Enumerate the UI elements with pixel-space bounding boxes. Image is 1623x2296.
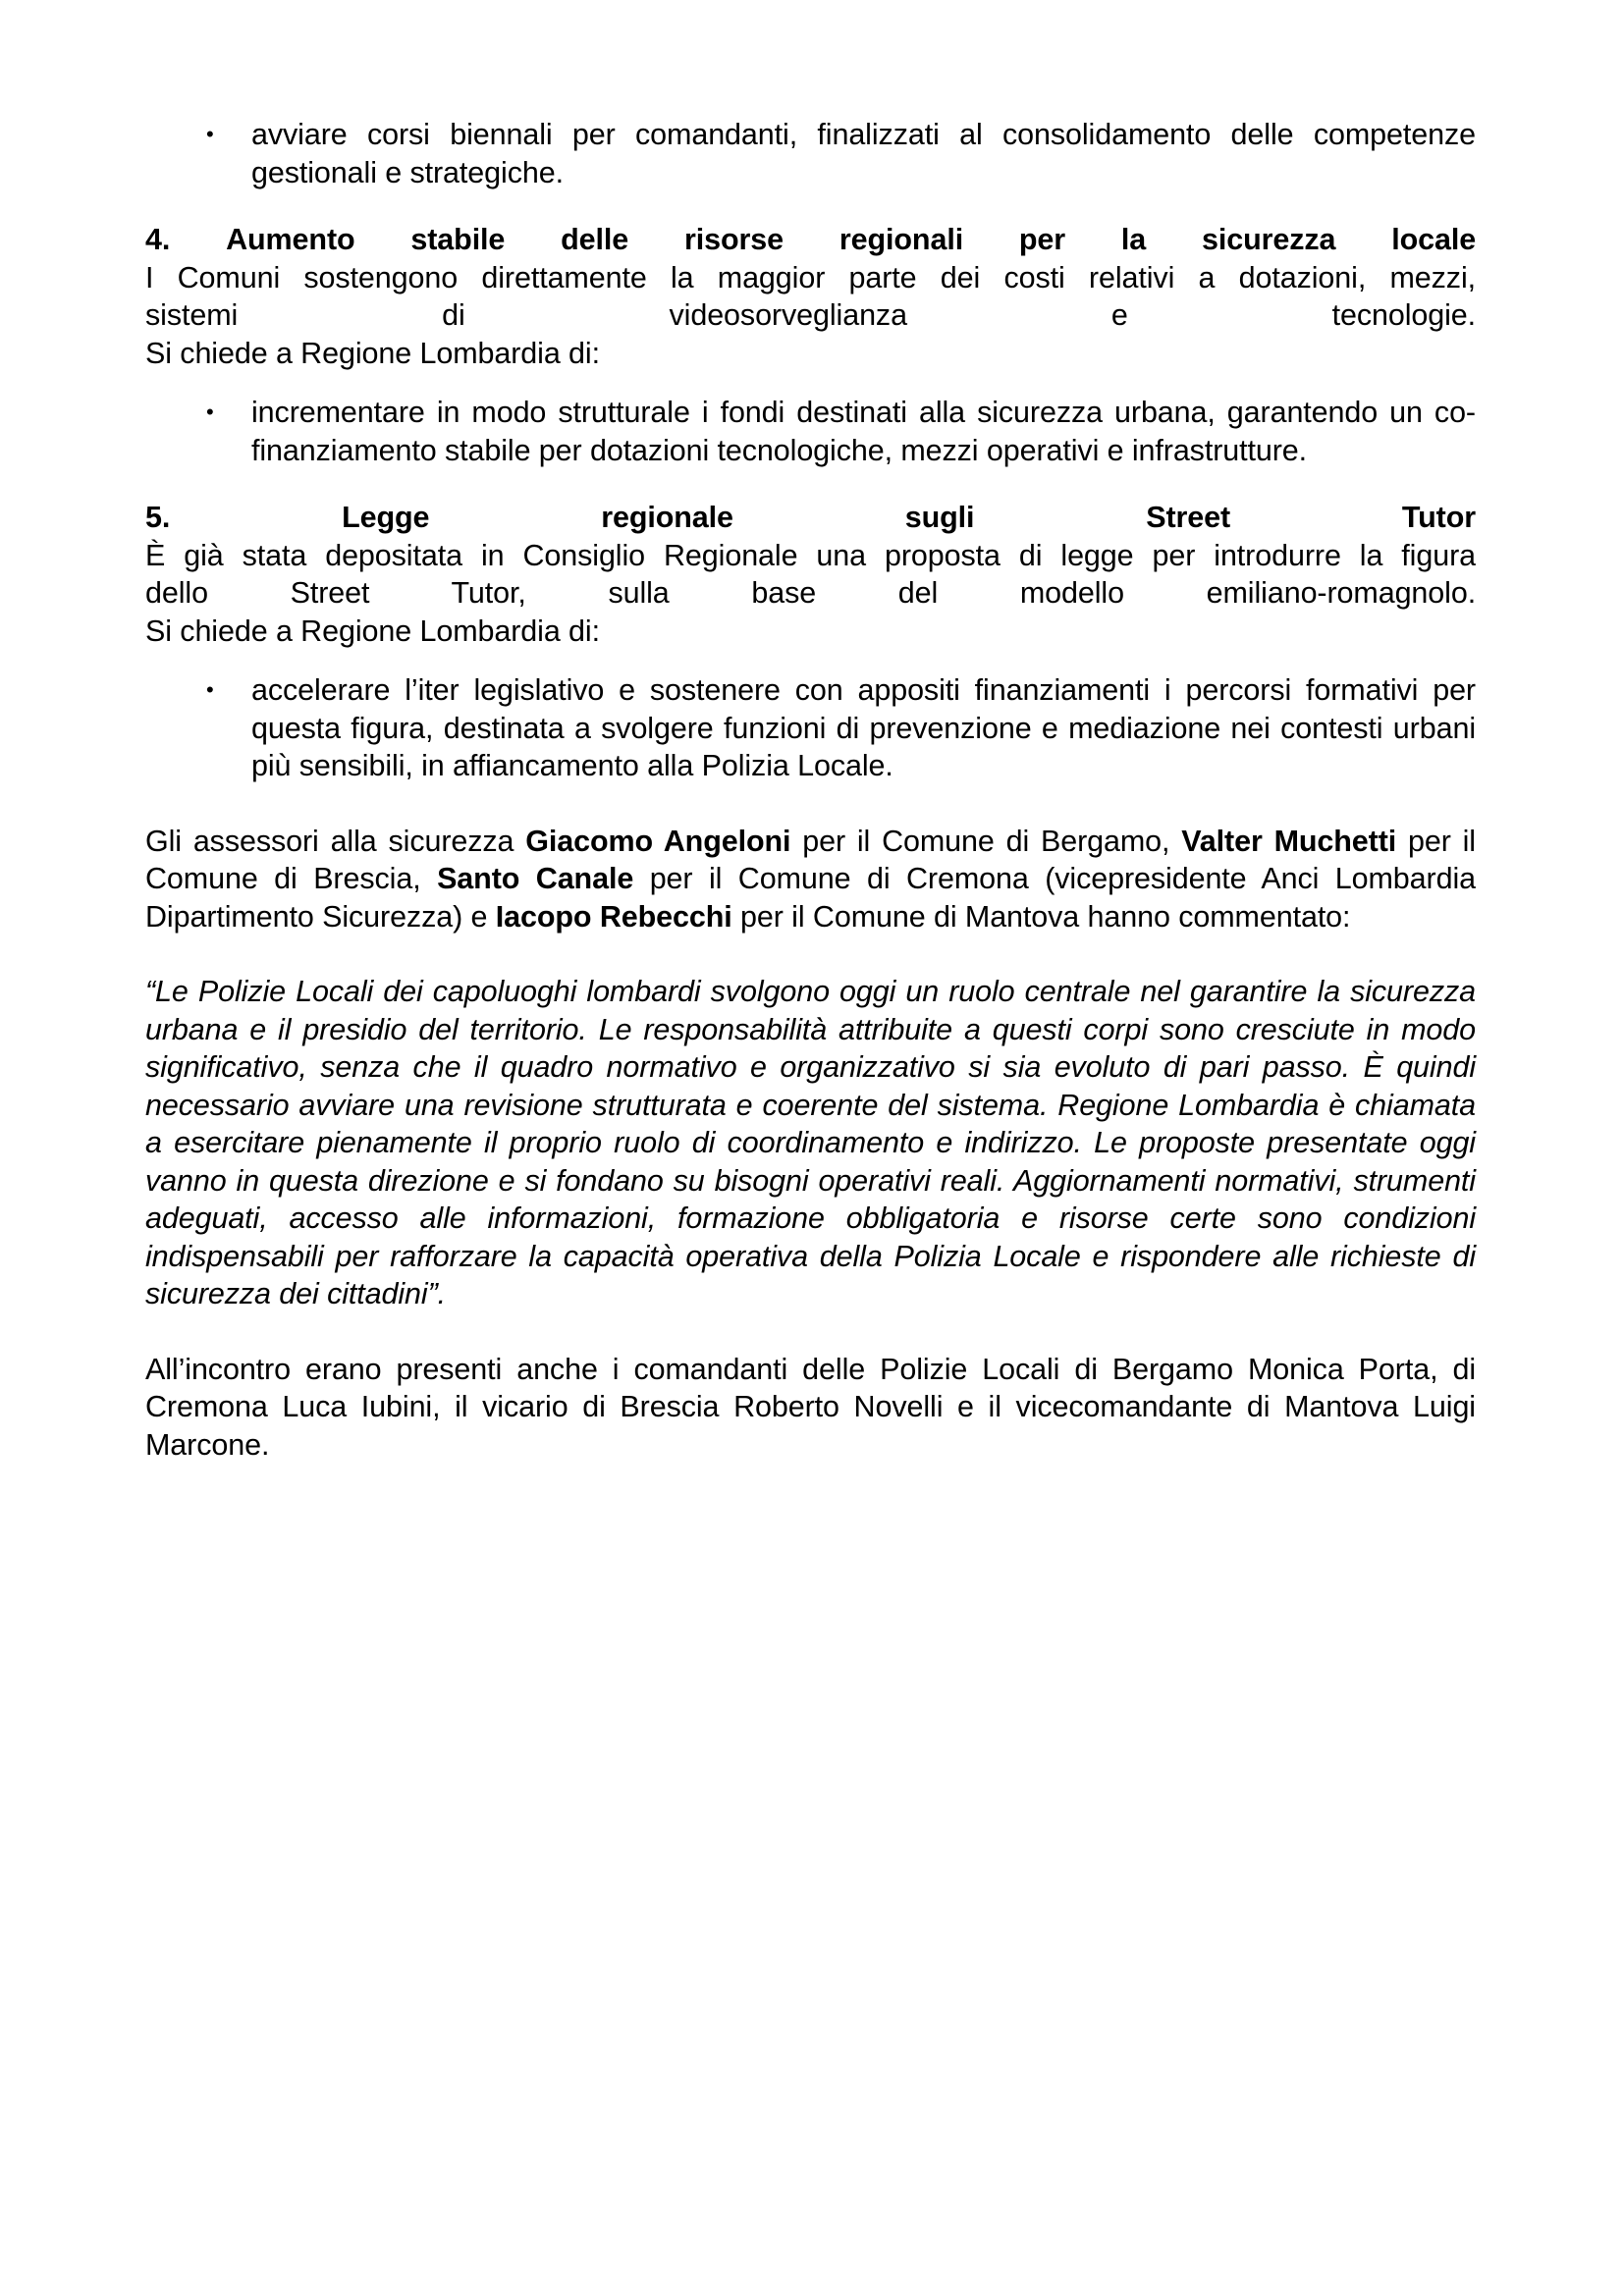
section-4-body-line-1: I Comuni sostengono direttamente la maggior parte dei costi relativi a dotazioni, mezzi, [145,260,1476,294]
assessors-text-part: per il Comune di Brescia, [145,824,1476,895]
section-4-title-word: regionali [839,223,964,256]
section-4-title-word: delle [561,223,629,256]
list-item-text: accelerare l’iter legislativo e sostenere con appositi finanziamenti i percorsi formativi per questa figura, destinata a svolgere funzioni di prevenzione e mediazione nei contesti urbani più sensibili, in affiancamento alla Polizia Locale. [251,673,1476,782]
bullet-icon [206,116,216,154]
spacer [145,469,1476,499]
section-4-title-word: locale [1391,223,1477,256]
section-4-bullet-list [145,394,1476,469]
document-content [145,116,1476,1464]
section-5-body-line-3: Si chiede a Regione Lombardia di: [145,614,600,648]
intro-bullet-list [145,116,1476,191]
section-4-title-word: sicurezza [1201,223,1336,256]
section-5-number: 5. [145,501,171,534]
section-5-body [145,537,1476,651]
word: tecnologie. [1331,298,1477,332]
closing-paragraph: All’incontro erano presenti anche i comandanti delle Polizie Locali di Bergamo Monica Porta, di Cremona Luca Iubini, il vicario di Brescia Roberto Novelli e il vicecomandante di Mantova Luigi Marcone. [145,1352,1476,1462]
section-4-title-word: la [1120,223,1147,256]
spacer [145,785,1476,823]
section-5 [145,499,1476,785]
list-item-text: incrementare in modo strutturale i fondi destinati alla sicurezza urbana, garantendo un co-finanziamento stabile per dotazioni tecnologiche, mezzi operativi e infrastrutture. [251,396,1476,467]
word: di [442,298,465,332]
word: emiliano-romagnolo. [1206,576,1477,610]
section-5-bullet-list [145,671,1476,785]
section-5-title-word: Legge [342,501,430,534]
section-5-title-word: Tutor [1401,501,1477,534]
section-4-heading [145,221,1476,259]
word: Tutor, [451,576,526,610]
section-4-number: 4. [145,223,171,256]
list-item-text: avviare corsi biennali per comandanti, finalizzati al consolidamento delle competenze gestionali e strategiche. [251,118,1476,189]
quote-paragraph: “Le Polizie Locali dei capoluoghi lombardi svolgono oggi un ruolo centrale nel garantire la sicurezza urbana e il presidio del territorio. Le responsabilità attribuite a questi corpi sono cresciute in modo significativo, senza che il quadro normativo e organizzativo si sia evoluto di pari passo. È quindi necessario avviare una revisione strutturata e coerente del sistema. Regione Lombardia è chiamata a esercitare pienamente il proprio ruolo di coordinamento e indirizzo. Le proposte presentate oggi vanno in questa direzione e si fondano su bisogni operativi reali. Aggiornamenti normativi, strumenti adeguati, accesso alle informazioni, formazione obbligatoria e risorse certe sono condizioni indispensabili per rafforzare la capacità operativa della Polizia Locale e rispondere alle richieste di sicurezza dei cittadini”. [145,975,1476,1310]
word: dello [145,576,208,610]
word: modello [1019,576,1124,610]
spacer [145,935,1476,973]
section-4-body-line-3: Si chiede a Regione Lombardia di: [145,336,600,370]
section-4-title-word: stabile [410,223,506,256]
section-4-body-line-2 [145,296,1476,335]
assessors-text-part: per il Comune di Bergamo, [790,824,1182,858]
word: base [751,576,817,610]
spacer [145,1313,1476,1351]
assessors-paragraph [145,823,1476,936]
assessor-name-angeloni: Giacomo Angeloni [525,824,791,858]
section-4 [145,221,1476,469]
section-5-title-word: Street [1146,501,1231,534]
assessors-text-part: per il Comune di Mantova hanno commentato: [731,899,1351,934]
section-4-title-word: per [1018,223,1066,256]
spacer [145,650,1476,671]
assessor-name-canale: Santo Canale [437,862,634,895]
list-item [145,116,1476,191]
section-4-title-word: risorse [683,223,784,256]
assessor-name-muchetti: Valter Muchetti [1181,824,1397,858]
section-5-body-line-1: È già stata depositata in Consiglio Regionale una proposta di legge per introdurre la figura [145,538,1476,572]
assessors-text-part: per il Comune di Cremona (vicepresidente Anci Lombardia Dipartimento Sicurezza) e [145,862,1476,934]
section-5-heading [145,499,1476,537]
word: videosorveglianza [669,298,907,332]
list-item [145,671,1476,785]
spacer [145,372,1476,394]
section-4-title-word: Aumento [226,223,355,256]
section-4-body [145,259,1476,373]
word: del [897,576,939,610]
word: sistemi [145,298,239,332]
section-5-title-word: sugli [904,501,975,534]
word: Street [290,576,370,610]
section-5-title-word: regionale [601,501,733,534]
word: e [1110,298,1128,332]
list-item [145,394,1476,469]
bullet-icon [206,671,216,710]
word: sulla [608,576,670,610]
bullet-icon [206,394,216,432]
assessors-text-part: Gli assessori alla sicurezza [145,824,526,858]
spacer [145,191,1476,221]
assessor-name-rebecchi: Iacopo Rebecchi [495,899,732,934]
section-5-body-line-2 [145,574,1476,613]
